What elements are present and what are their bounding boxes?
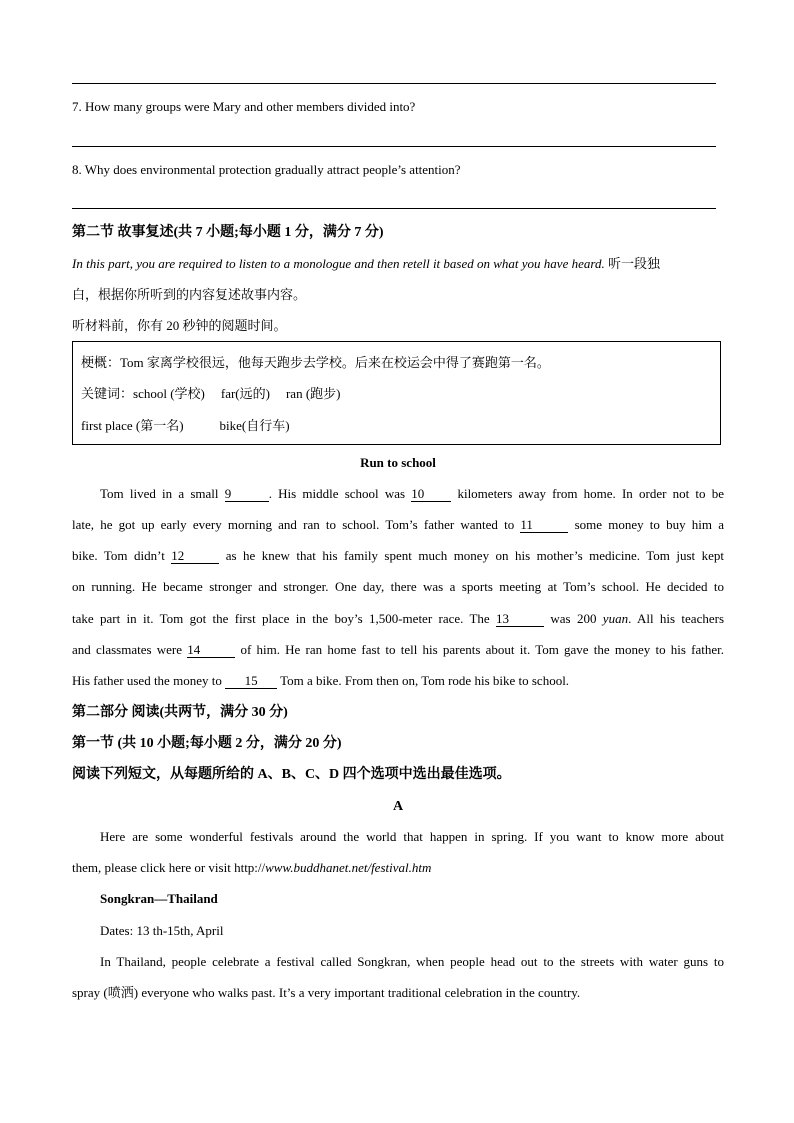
story-line-4: on running. He became stronger and stronger. One day, there was a sports meeting at Tom’s school. He decided to xyxy=(72,579,724,594)
passage-a-line-3: In Thailand, people celebrate a festival called Songkran, when people head out to the streets with water guns to xyxy=(100,954,724,969)
prep-time-note: 听材料前，你有 20 秒钟的阅题时间。 xyxy=(72,318,287,333)
keyword: ran (跑步) xyxy=(285,386,341,401)
story-line-3: bike. Tom didn’t 12 as he knew that his family spent much money on his mother’s medicine. Tom just kept xyxy=(72,548,724,563)
instructions-chinese-1: 听一段独 xyxy=(604,256,660,271)
keyword: far(远的) xyxy=(220,386,270,401)
part2-heading: 第二部分 阅读(共两节，满分 30 分) xyxy=(72,705,288,720)
keywords-row-2 xyxy=(81,417,711,435)
blank-10[interactable]: 10 xyxy=(411,486,451,502)
story-line-5: take part in it. Tom got the first place in the boy’s 1,500-meter race. The 13 was 200 yuan. All his teachers xyxy=(72,611,724,626)
section2-instructions xyxy=(72,255,724,273)
keyword: first place (第一名) xyxy=(81,418,184,433)
part2-subheading: 第一节 (共 10 小题;每小题 2 分，满分 20 分) xyxy=(72,736,342,751)
blank-13[interactable]: 13 xyxy=(496,611,544,627)
story-line-2: late, he got up early every morning and ran to school. Tom’s father wanted to 11 some money to buy him a xyxy=(72,517,724,532)
story-title: Run to school xyxy=(360,455,436,470)
blank-11[interactable]: 11 xyxy=(520,517,568,533)
keyword: school (学校) xyxy=(133,386,205,401)
question-7: 7. How many groups were Mary and other members divided into? xyxy=(72,99,416,114)
festival-title: Songkran—Thailand xyxy=(100,891,218,906)
blank-9[interactable]: 9 xyxy=(225,486,269,502)
blank-12[interactable]: 12 xyxy=(171,548,219,564)
passage-a-line-2: them, please click here or visit http://www.buddhanet.net/festival.htm xyxy=(72,860,432,875)
keyword: bike(自行车) xyxy=(219,418,290,433)
part2-instructions: 阅读下列短文，从每题所给的 A、B、C、D 四个选项中选出最佳选项。 xyxy=(72,767,511,782)
story-line-7: His father used the money to 15 Tom a bike. From then on, Tom rode his bike to school. xyxy=(72,673,570,688)
answer-line-6 xyxy=(72,83,716,84)
answer-line-7 xyxy=(72,146,716,147)
festival-dates: Dates: 13 th-15th, April xyxy=(100,923,224,938)
keywords-row-1 xyxy=(81,385,711,403)
keywords-label: 关键词： xyxy=(81,386,134,401)
section2-heading: 第二节 故事复述(共 7 小题;每小题 1 分，满分 7 分) xyxy=(72,225,384,240)
passage-a-line-4: spray (喷洒) everyone who walks past. It’s a very important traditional celebration in the country. xyxy=(72,985,581,1000)
answer-line-8 xyxy=(72,208,716,209)
question-8: 8. Why does environmental protection gradually attract people’s attention? xyxy=(72,162,461,177)
story-line-6: and classmates were 14 of him. He ran home fast to tell his parents about it. Tom gave the money to his father. xyxy=(72,642,724,657)
blank-14[interactable]: 14 xyxy=(187,642,235,658)
story-line-1: Tom lived in a small 9 . His middle school was 10 kilometers away from home. In order not to be xyxy=(100,486,725,501)
passage-a-line-1: Here are some wonderful festivals around the world that happen in spring. If you want to know more about xyxy=(100,829,724,844)
blank-15[interactable]: 15 xyxy=(225,673,277,689)
festival-link[interactable]: www.buddhanet.net/festival.htm xyxy=(265,860,432,875)
section2-instructions-cont: 白，根据你所听到的内容复述故事内容。 xyxy=(72,287,307,302)
passage-letter: A xyxy=(392,799,404,814)
summary-box xyxy=(72,341,721,445)
summary-text: 梗概：Tom 家离学校很远，他每天跑步去学校。后来在校运会中得了赛跑第一名。 xyxy=(81,355,550,370)
instructions-english: In this part, you are required to listen to a monologue and then retell it based on what you have heard. xyxy=(72,256,605,271)
